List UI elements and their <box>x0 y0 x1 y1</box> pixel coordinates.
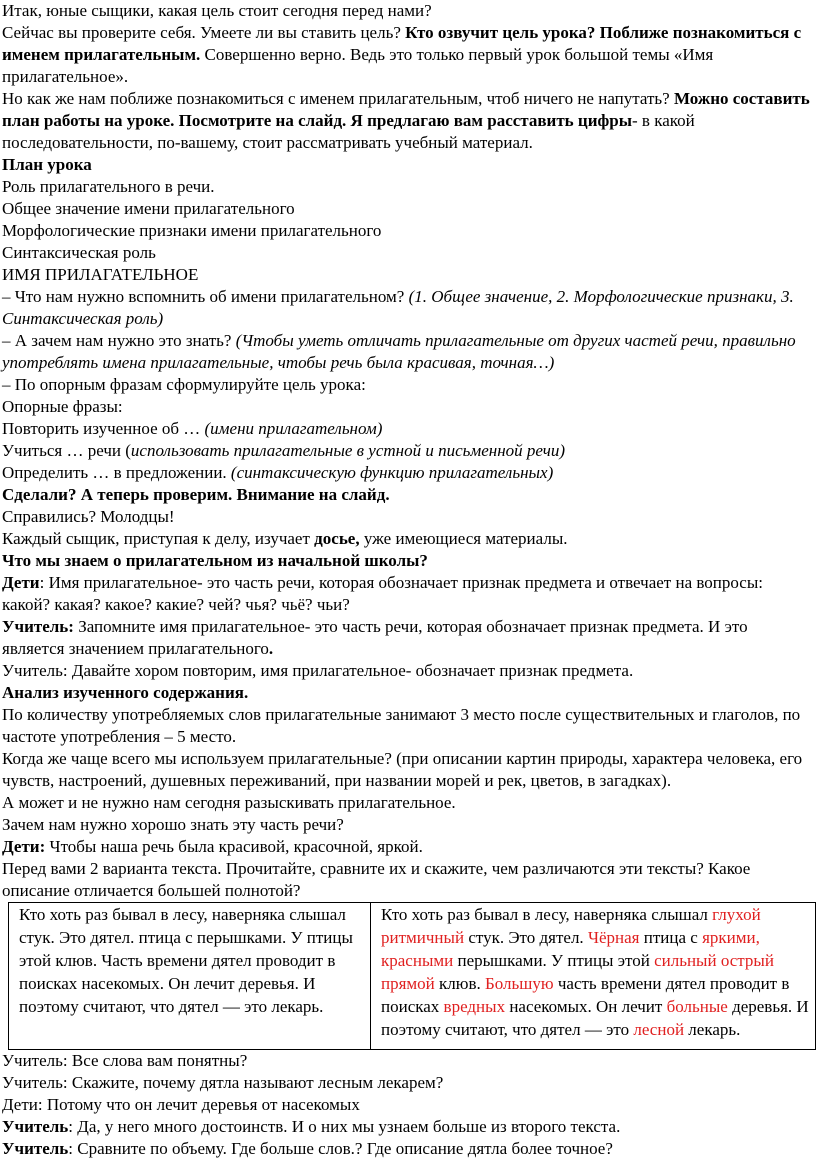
text: Когда же чаще всего мы используем прилагательные? (при описании картин природы, характера человека, его чувств, настроений, душевных переживаний, при названии морей и рек, цветов, в загадках). <box>2 749 803 790</box>
plan-item <box>2 198 814 220</box>
italic-text: (синтаксическую функцию прилагательных) <box>230 463 554 482</box>
text: Повторить изученное об … <box>2 419 205 438</box>
paragraph <box>2 858 814 902</box>
bold-text: Сделали? А теперь проверим. Внимание на слайд. <box>2 485 390 504</box>
paragraph <box>2 462 814 484</box>
paragraph <box>2 704 814 748</box>
text: Запомните имя прилагательное- это часть речи, которая обозначает признак предмета. И это является значением прилагательного <box>2 617 748 658</box>
adjective-highlight: вредных <box>443 997 506 1016</box>
text: Чтобы наша речь была красивой, красочной, яркой. <box>45 837 423 856</box>
text: Синтаксическая роль <box>2 243 156 262</box>
text: перышками. У птицы этой <box>453 951 655 970</box>
text: Итак, юные сыщики, какая цель стоит сегодня перед нами? <box>2 1 432 20</box>
paragraph <box>2 660 814 682</box>
bold-text: Кто озвучит цель урока? Поближе познакомиться с именем прилагательным. <box>2 23 802 64</box>
adjective-highlight: яркими, красными <box>381 928 760 970</box>
speaker-label: Учитель <box>2 1117 69 1136</box>
paragraph <box>2 528 814 550</box>
adjective-highlight: лесной <box>633 1020 685 1039</box>
text: Кто хоть раз бывал в лесу, наверняка слышал стук. Это дятел. птица с перышками. У птицы этой клюв. Часть времени дятел проводит в поисках насекомых. Он лечит деревья. И поэтому считают, что дятел — это лекарь. <box>19 905 353 1016</box>
text: птица с <box>639 928 703 947</box>
adjective-highlight: больные <box>666 997 728 1016</box>
paragraph <box>2 1050 814 1072</box>
paragraph <box>2 0 814 22</box>
table-cell-rich-text <box>371 903 816 1050</box>
plan-item <box>2 176 814 198</box>
italic-text: использовать прилагательные в устной и письменной речи) <box>130 441 565 460</box>
text: Каждый сыщик, приступая к делу, изучает <box>2 529 315 548</box>
table-cell-plain-text <box>9 903 371 1050</box>
text: Учитель: Скажите, почему дятла называют лесным лекарем? <box>2 1073 444 1092</box>
paragraph <box>2 572 814 616</box>
text: : Сравните по объему. Где больше слов.? Где описание дятла более точное? <box>68 1139 613 1158</box>
plan-item <box>2 220 814 242</box>
italic-text: (имени прилагательном) <box>204 419 383 438</box>
paragraph <box>2 748 814 792</box>
paragraph <box>2 1116 814 1138</box>
paragraph <box>2 1094 814 1116</box>
speaker-label: Дети: <box>2 837 46 856</box>
text: клюв. <box>434 974 486 993</box>
bold-text: План урока <box>2 155 92 174</box>
bold-text: Что мы знаем о прилагательном из начальной школы? <box>2 551 428 570</box>
italic-text: (1. Общее значение, 2. Морфологические признаки, 3. Синтаксическая роль) <box>2 287 794 328</box>
paragraph <box>2 1072 814 1094</box>
paragraph <box>2 1138 814 1160</box>
text: Морфологические признаки имени прилагательного <box>2 221 382 240</box>
paragraph <box>2 836 814 858</box>
paragraph <box>2 484 814 506</box>
text: : Имя прилагательное- это часть речи, которая обозначает признак предмета и отвечает на вопросы: какой? какая? какое? какие? чей? чья? чьё? чьи? <box>2 573 763 614</box>
text: Учиться … речи ( <box>2 441 131 460</box>
text: Учитель: Давайте хором повторим, имя прилагательное- обозначает признак предмета. <box>2 661 634 680</box>
speaker-label: Дети <box>2 573 40 592</box>
text: стук. Это дятел. <box>464 928 588 947</box>
text: Общее значение имени прилагательного <box>2 199 295 218</box>
paragraph <box>2 396 814 418</box>
paragraph <box>2 88 814 154</box>
text: деревья. И поэтому считают, что дятел — это <box>381 997 809 1039</box>
text: Но как же нам поближе познакомиться с именем прилагательным, чтоб ничего не напутать? <box>2 89 674 108</box>
italic-text: (Чтобы уметь отличать прилагательные от других частей речи, правильно употреблять имена прилагательные, чтобы речь была красивая, точная…) <box>2 331 796 372</box>
text: уже имеющиеся материалы. <box>359 529 568 548</box>
text: А может и не нужно нам сегодня разыскивать прилагательное. <box>2 793 456 812</box>
bold-text: . <box>268 639 274 658</box>
text: Опорные фразы: <box>2 397 123 416</box>
text-comparison-table <box>8 902 816 1050</box>
adjective-highlight: глухой ритмичный <box>381 905 761 947</box>
text: : Да, у него много достоинств. И о них мы узнаем больше из второго текста. <box>68 1117 621 1136</box>
paragraph <box>2 286 814 330</box>
text: Перед вами 2 варианта текста. Прочитайте, сравните их и скажите, чем различаются эти тексты? Какое описание отличается большей полнотой? <box>2 859 751 900</box>
adjective-highlight: сильный острый прямой <box>381 951 774 993</box>
paragraph <box>2 550 814 572</box>
text: Кто хоть раз бывал в лесу, наверняка слышал <box>381 905 713 924</box>
text: – Что нам нужно вспомнить об имени прилагательном? <box>2 287 409 306</box>
plan-item <box>2 242 814 264</box>
paragraph <box>2 682 814 704</box>
text: Сейчас вы проверите себя. Умеете ли вы ставить цель? <box>2 23 406 42</box>
paragraph <box>2 792 814 814</box>
text: лекарь. <box>684 1020 741 1039</box>
paragraph <box>2 814 814 836</box>
text: По количеству употребляемых слов прилагательные занимают 3 место после существительных и глаголов, по частоте употребления – 5 место. <box>2 705 801 746</box>
text: - в какой последовательности, по-вашему, стоит рассматривать учебный материал. <box>2 111 695 152</box>
text: насекомых. Он лечит <box>505 997 667 1016</box>
paragraph <box>2 440 814 462</box>
paragraph <box>2 418 814 440</box>
speaker-label: Учитель: <box>2 617 74 636</box>
text: Учитель: Все слова вам понятны? <box>2 1051 248 1070</box>
text: часть времени дятел проводит в поисках <box>381 974 790 1016</box>
bold-text: Можно составить план работы на уроке. Посмотрите на слайд. Я предлагаю вам расставить цифры <box>2 89 810 130</box>
paragraph <box>2 22 814 88</box>
text: ИМЯ ПРИЛАГАТЕЛЬНОЕ <box>2 265 199 284</box>
paragraph <box>2 374 814 396</box>
adjective-highlight: Большую <box>485 974 554 993</box>
bold-text: Анализ изученного содержания. <box>2 683 249 702</box>
text: Дети: Потому что он лечит деревья от насекомых <box>2 1095 360 1114</box>
text: Зачем нам нужно хорошо знать эту часть речи? <box>2 815 344 834</box>
text: Справились? Молодцы! <box>2 507 175 526</box>
lesson-plan-heading <box>2 154 814 176</box>
speaker-label: Учитель <box>2 1139 69 1158</box>
text: – А зачем нам нужно это знать? <box>2 331 236 350</box>
text: Совершенно верно. Ведь это только первый урок большой темы «Имя прилагательное». <box>2 45 714 86</box>
text: Роль прилагательного в речи. <box>2 177 215 196</box>
text: Определить … в предложении. <box>2 463 231 482</box>
paragraph <box>2 506 814 528</box>
adjective-highlight: Чёрная <box>587 928 640 947</box>
text: – По опорным фразам сформулируйте цель урока: <box>2 375 366 394</box>
paragraph <box>2 330 814 374</box>
table-row <box>9 903 816 1050</box>
paragraph <box>2 264 814 286</box>
bold-text: досье, <box>314 529 360 548</box>
paragraph <box>2 616 814 660</box>
